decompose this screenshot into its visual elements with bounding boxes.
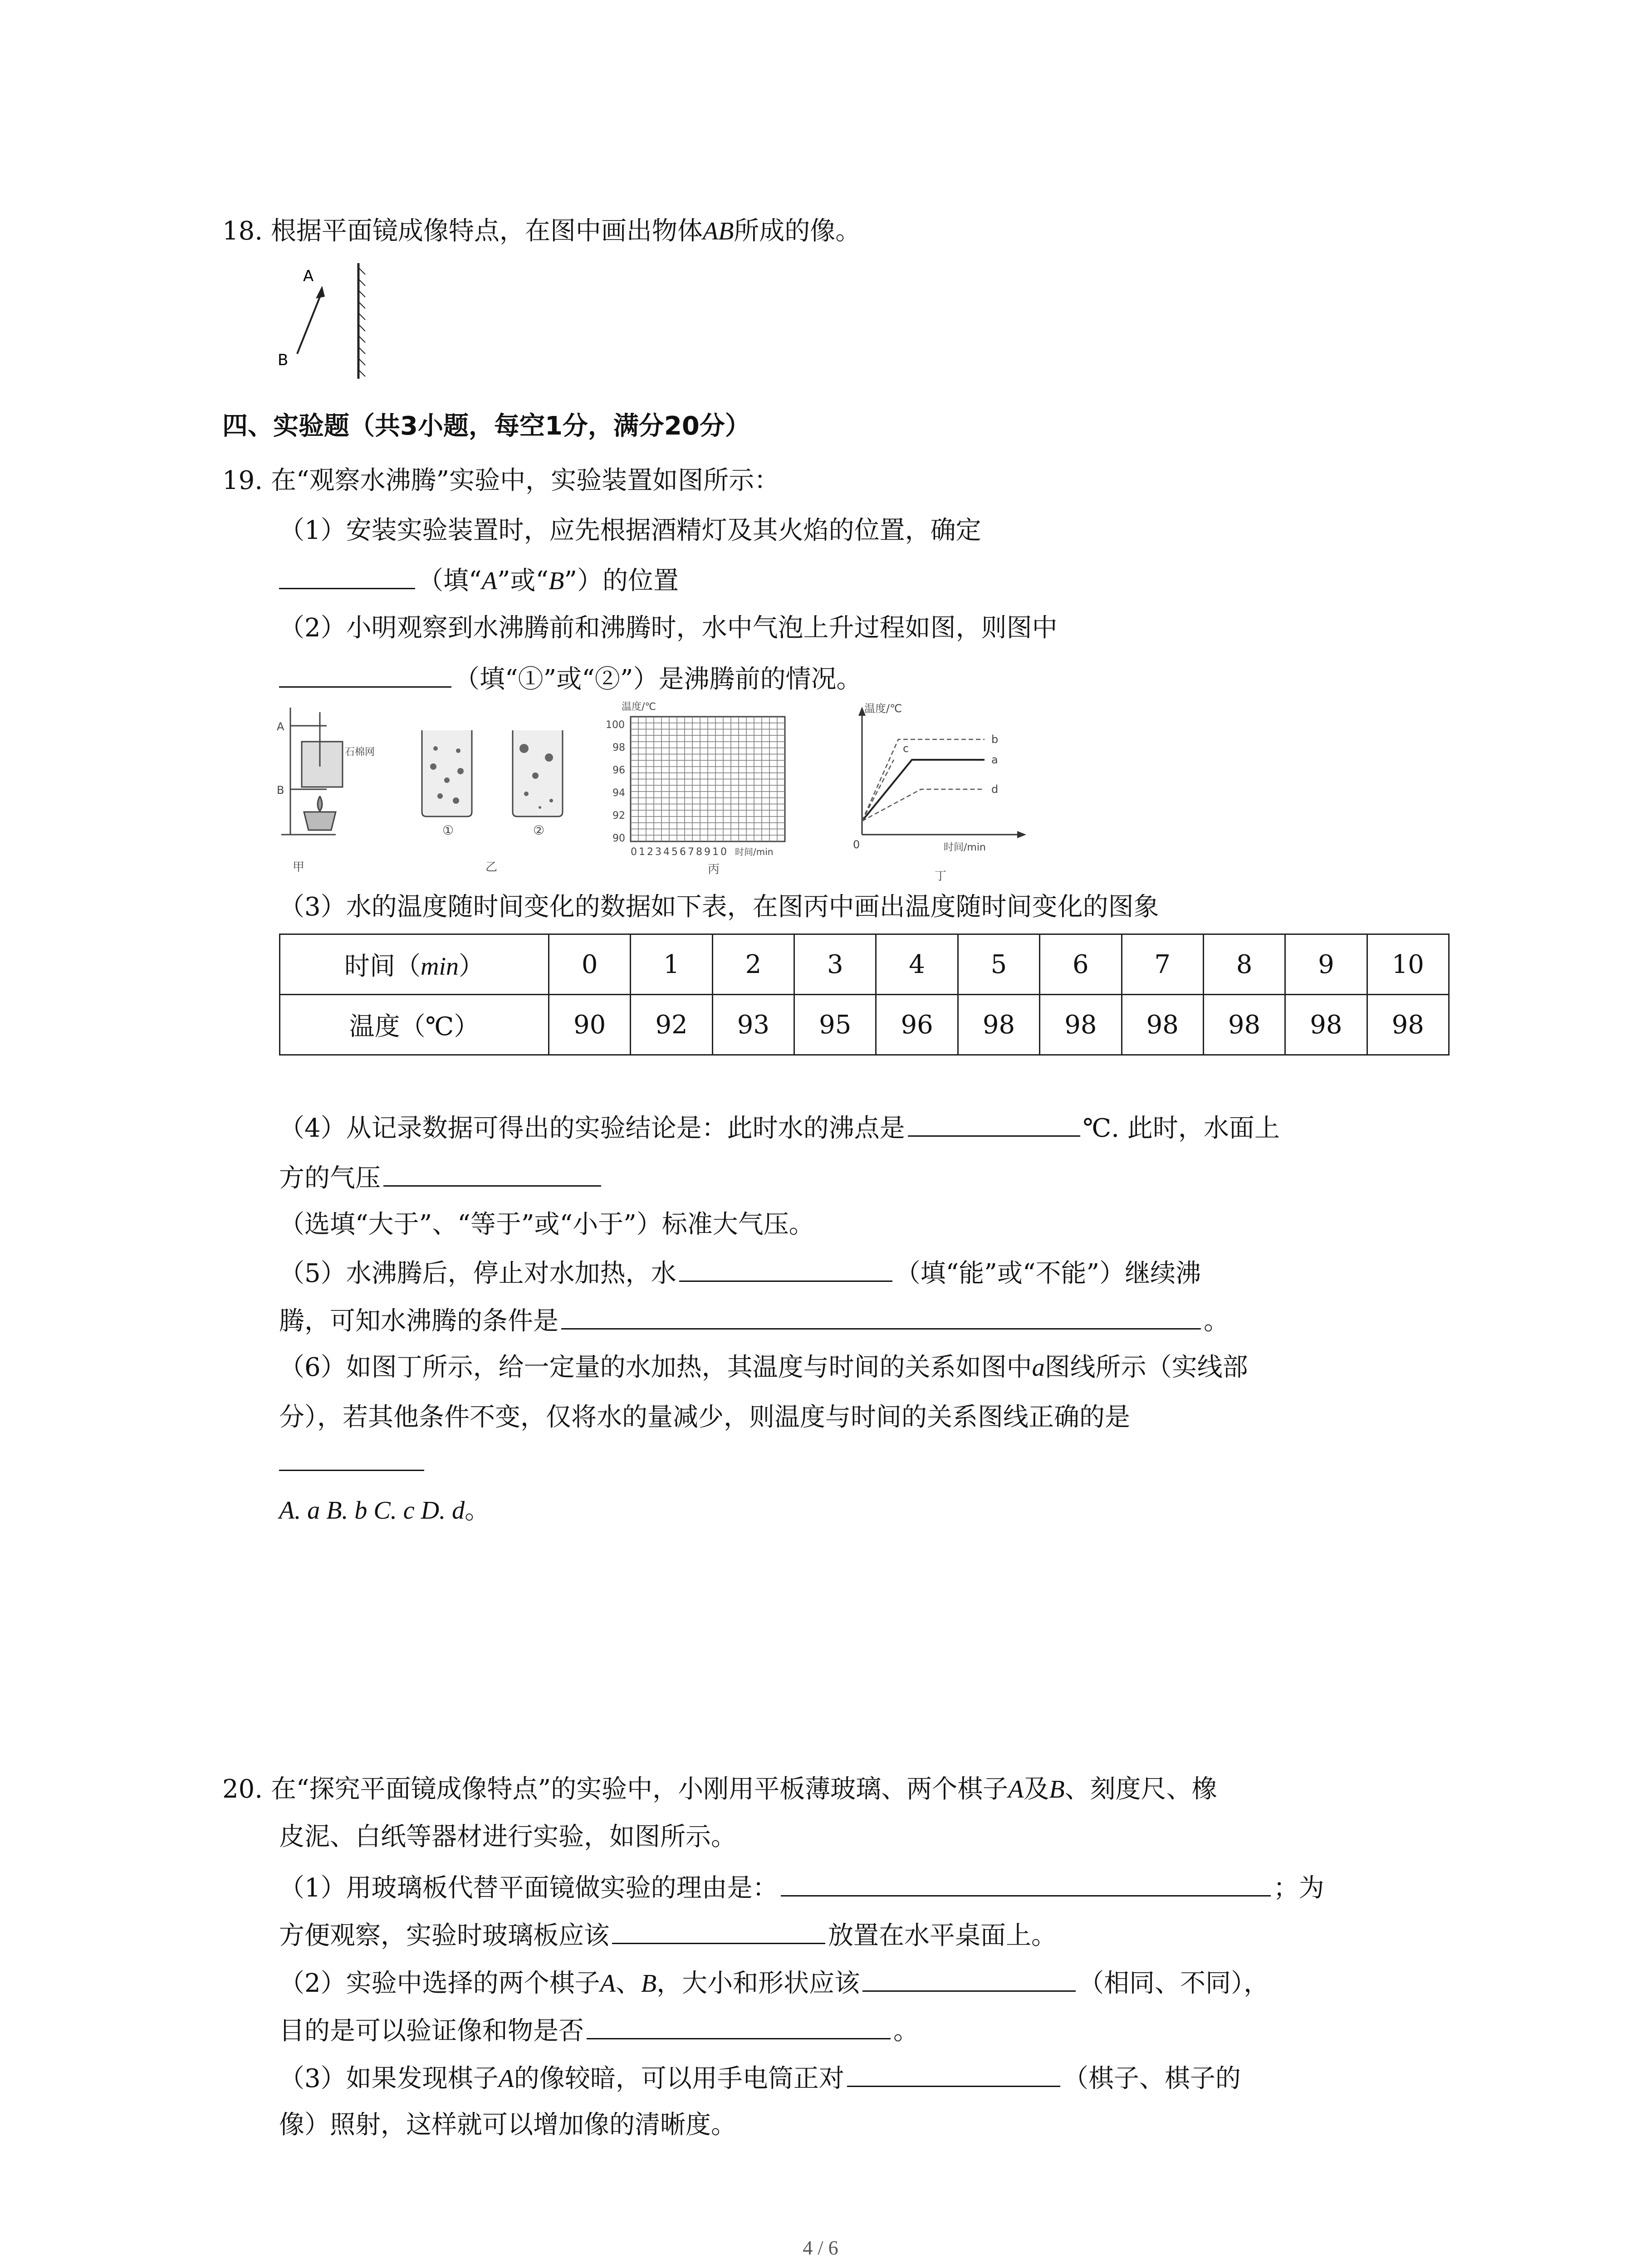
fig-ding-line-b — [862, 739, 985, 821]
table-cell: 10 — [1367, 934, 1449, 995]
fig-yi-circle-2: ② — [533, 823, 545, 838]
table-cell: 7 — [1122, 934, 1203, 995]
q20-p2-line1: （2）实验中选择的两个棋子A、B，大小和形状应该 （相同、不同）， — [279, 1964, 1269, 2002]
q19-p4-line2: 方的气压 — [279, 1159, 604, 1197]
q20-p1-line1: （1）用玻璃板代替平面镜做实验的理由是： ；为 — [279, 1869, 1324, 1906]
q19-p1-line1: （1）安装实验装置时，应先根据酒精灯及其火焰的位置，确定 — [279, 516, 981, 545]
fig-ding-label-d: d — [991, 783, 999, 796]
table-cell: 8 — [1203, 934, 1285, 995]
table-cell: 98 — [1367, 995, 1449, 1055]
q20-p1-line2: 方便观察，实验时玻璃板应该 放置在水平桌面上。 — [279, 1916, 1057, 1954]
q20-p3-line1: （3）如果发现棋子A的像较暗，可以用手电筒正对 （棋子、棋子的 — [279, 2059, 1241, 2097]
table-time-header: 时间（min） — [280, 934, 549, 995]
q19-p4-line3: （选填“大于”、“等于”或“小于”）标准大气压。 — [279, 1210, 814, 1239]
table-cell: 9 — [1285, 934, 1367, 995]
q19-blank-2[interactable] — [279, 660, 451, 688]
fig-yi-beaker-1 — [422, 730, 472, 816]
q19-p5-line2: 腾，可知水沸腾的条件是 。 — [279, 1302, 1229, 1339]
q18-label-a: A — [303, 267, 314, 285]
q19-blank-1[interactable] — [279, 562, 415, 589]
q20-line1: 20. 在“探究平面镜成像特点”的实验中，小刚用平板薄玻璃、两个棋子A及B、刻度尺、橡 — [222, 1774, 1217, 1804]
q19-data-table — [279, 934, 1450, 1056]
q20-blank-4[interactable] — [587, 2012, 891, 2039]
q20-blank-3[interactable] — [862, 1964, 1076, 1992]
table-cell: 1 — [631, 934, 712, 995]
fig-yi-circle-1: ① — [442, 823, 454, 838]
table-cell: 98 — [958, 995, 1039, 1055]
table-cell: 92 — [631, 995, 712, 1055]
fig-ding-line-a — [862, 760, 985, 821]
q19-p2-line2: （填“①”或“②”）是沸腾前的情况。 — [279, 660, 862, 698]
q19-p6-line2: 分），若其他条件不变，仅将水的量减少，则温度与时间的关系图线正确的是 — [279, 1403, 1130, 1432]
q19-p2-line1: （2）小明观察到水沸腾前和沸腾时，水中气泡上升过程如图，则图中 — [279, 613, 1058, 643]
fig-bing-xticks: 012345678910 — [631, 846, 729, 858]
q19-blank-7[interactable] — [279, 1470, 424, 1471]
q19-p4-line1: （4）从记录数据可得出的实验结论是：此时水的沸点是 ℃. 此时，水面上 — [279, 1109, 1280, 1147]
svg-text:100: 100 — [606, 719, 625, 731]
table-cell: 2 — [712, 934, 794, 995]
q19-blank-4[interactable] — [383, 1159, 601, 1187]
table-cell: 98 — [1203, 995, 1285, 1055]
fig-ding-label-b: b — [991, 733, 999, 746]
fig-ding-label-a: a — [991, 753, 998, 766]
q19-p6-line1: （6）如图丁所示，给一定量的水加热，其温度与时间的关系如图中a图线所示（实线部 — [279, 1353, 1248, 1382]
table-row-time — [280, 934, 1449, 995]
q19-p3: （3）水的温度随时间变化的数据如下表，在图丙中画出温度随时间变化的图象 — [279, 892, 1159, 922]
fig-ding-xlabel: 时间/min — [944, 842, 986, 853]
q19-p5-line1: （5）水沸腾后，停止对水加热，水 （填“能”或“不能”）继续沸 — [279, 1254, 1201, 1292]
table-cell: 98 — [1285, 995, 1367, 1055]
fig-jia-a-label: A — [277, 720, 284, 733]
q20-p2-line2: 目的是可以验证像和物是否 。 — [279, 2012, 919, 2049]
table-cell: 93 — [712, 995, 794, 1055]
svg-text:98: 98 — [612, 742, 625, 753]
q19-figures — [277, 699, 1071, 889]
q19-blank-5[interactable] — [679, 1254, 892, 1282]
fig-jia-shimianwang: 石棉网 — [345, 747, 375, 758]
fig-bing-xlabel: 时间/min — [735, 846, 774, 857]
fig-ding-origin: 0 — [853, 838, 860, 851]
table-cell: 6 — [1040, 934, 1122, 995]
svg-text:94: 94 — [612, 787, 625, 799]
fig-jia-b-label: B — [277, 784, 284, 797]
q20-line2: 皮泥、白纸等器材进行实验，如图所示。 — [279, 1822, 736, 1852]
q20-blank-1[interactable] — [781, 1869, 1271, 1897]
table-cell: 4 — [876, 934, 958, 995]
section-4-title: 四、实验题（共3小题，每空1分，满分20分） — [222, 411, 750, 441]
svg-text:90: 90 — [612, 833, 625, 844]
fig-ding-label-c: c — [903, 742, 909, 755]
table-cell: 95 — [794, 995, 876, 1055]
q18-text: 18. 根据平面镜成像特点，在图中画出物体AB所成的像。 — [222, 216, 861, 246]
q19-blank-3[interactable] — [908, 1109, 1080, 1137]
table-cell: 0 — [549, 934, 631, 995]
fig-jia-label: 甲 — [293, 860, 305, 874]
fig-bing-label: 丙 — [708, 863, 720, 876]
q19-options: A. a B. b C. c D. d。 — [279, 1496, 490, 1525]
q18-figure — [272, 259, 381, 386]
table-cell: 96 — [876, 995, 958, 1055]
q18-label-b: B — [278, 351, 289, 369]
fig-bing-yticks — [606, 719, 625, 844]
svg-text:96: 96 — [612, 765, 625, 776]
table-temp-header: 温度（℃） — [280, 995, 549, 1055]
q19-intro: 19. 在“观察水沸腾”实验中，实验装置如图所示： — [222, 466, 780, 495]
table-cell: 3 — [794, 934, 876, 995]
q19-p1-line2: （填“A”或“B”）的位置 — [279, 562, 679, 599]
svg-text:92: 92 — [612, 810, 625, 821]
table-row-temp — [280, 995, 1449, 1055]
q20-blank-2[interactable] — [612, 1916, 825, 1944]
page-number: 4 / 6 — [803, 2237, 838, 2259]
q20-p3-line2: 像）照射，这样就可以增加像的清晰度。 — [279, 2110, 736, 2140]
q19-blank-6[interactable] — [561, 1302, 1201, 1330]
fig-yi-label: 乙 — [485, 860, 498, 874]
table-cell: 98 — [1122, 995, 1203, 1055]
table-cell: 5 — [958, 934, 1039, 995]
fig-ding-label: 丁 — [935, 870, 947, 883]
table-cell: 90 — [549, 995, 631, 1055]
fig-bing-ylabel: 温度/℃ — [622, 701, 656, 713]
q18-object-arrow — [297, 291, 322, 354]
q20-blank-5[interactable] — [847, 2059, 1060, 2087]
fig-ding-line-d — [862, 789, 985, 821]
table-cell: 98 — [1040, 995, 1122, 1055]
fig-jia-apparatus — [281, 708, 343, 835]
fig-ding-ylabel: 温度/℃ — [864, 702, 902, 715]
fig-yi-beaker-2 — [513, 730, 563, 816]
